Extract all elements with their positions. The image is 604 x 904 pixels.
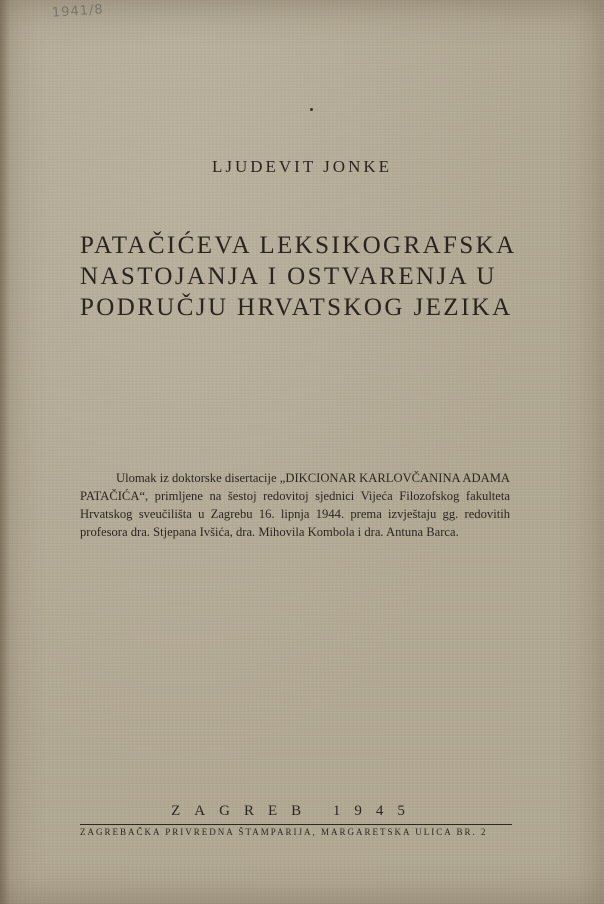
- title-line: PODRUČJU HRVATSKOG JEZIKA: [80, 294, 513, 321]
- title-line: NASTOJANJA I OSTVARENJA U: [80, 263, 497, 290]
- pencil-note: 1941/8: [51, 2, 105, 21]
- imprint-city-year: ZAGREB 1945: [171, 803, 419, 819]
- book-title: [80, 230, 520, 323]
- dissertation-note: Ulomak iz doktorske disertacije „DIKCIONAR KARLOVČANINA ADAMA PATAČIĆA“, primljene na šestoj redovitoj sjednici Vijeća Filozofskog fakulteta Hrvatskog sveučilišta u Zagrebu 16. lipnja 1944. prema izvještaju gg. redovitih profesora dra. Stjepana Ivšića, dra. Mihovila Kombola i dra. Antuna Barca.: [80, 471, 510, 539]
- paper-speck: [310, 108, 313, 111]
- cover-edge-shadow: [0, 0, 10, 904]
- title-line: PATAČIĆEVA LEKSIKOGRAFSKA: [80, 232, 517, 259]
- imprint-divider: [80, 824, 512, 825]
- author-name: LJUDEVIT JONKE: [211, 157, 393, 176]
- imprint-printer: ZAGREBAČKA PRIVREDNA ŠTAMPARIJA, MARGARETSKA ULICA BR. 2: [80, 827, 488, 837]
